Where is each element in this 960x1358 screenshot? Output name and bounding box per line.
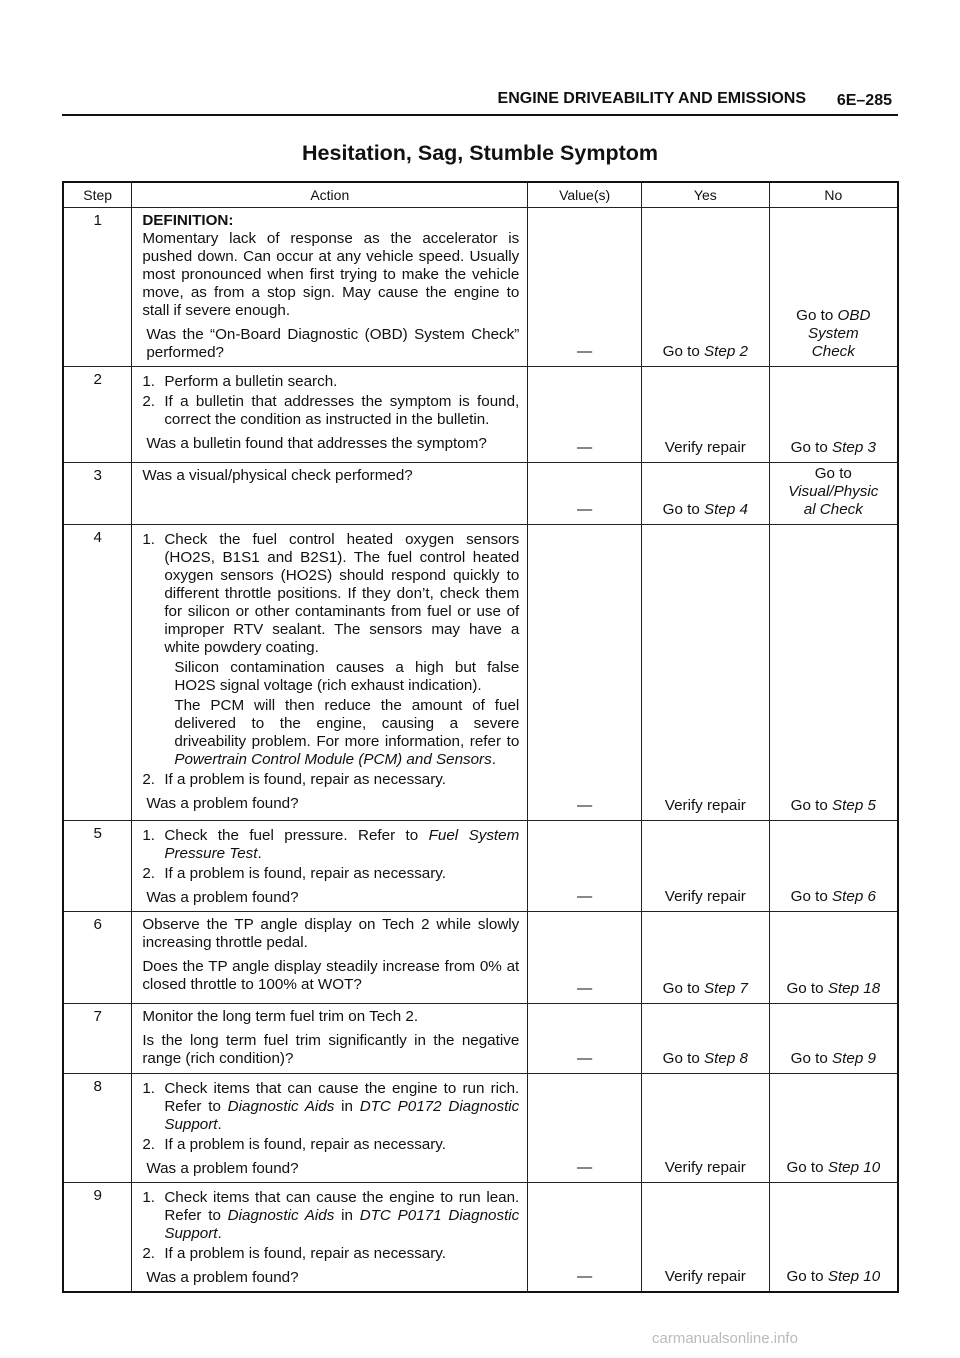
step-question: Was the “On-Board Diagnostic (OBD) System Check” performed? [146, 326, 520, 361]
col-no-header: No [769, 182, 898, 208]
step-question: Was a visual/physical check performed? [142, 467, 413, 484]
page-number: 6E–285 [836, 92, 892, 109]
step-link[interactable]: Step 2 [704, 343, 748, 360]
diagnostic-table [62, 181, 899, 1293]
table-row [63, 912, 898, 1004]
step-no: Go to Step 10 [769, 1074, 898, 1183]
table-row [63, 1004, 898, 1074]
step-yes: Go to Step 2 [642, 208, 770, 367]
note-text: Silicon contamination causes a high but false HO2S signal voltage (rich exhaust indication). [174, 659, 520, 694]
step-number: 4 [63, 525, 132, 821]
watermark-text: carmanualsonline.info [652, 1330, 798, 1347]
step-yes: Verify repair [642, 821, 770, 912]
step-no: Go to Visual/Physic al Check [769, 463, 898, 525]
step-action: 1. Check items that can cause the engine to run lean. Refer to Diagnostic Aids in DTC P0171 Diagnostic Support. 2. If a problem is found, repair as necessary. Was a problem found? [132, 1183, 528, 1293]
step-link[interactable]: Step 10 [827, 1159, 881, 1176]
step-text: Observe the TP angle display on Tech 2 while slowly increasing throttle pedal. [142, 916, 520, 951]
step-link[interactable]: Step 9 [832, 1050, 876, 1067]
step-question: Was a problem found? [146, 1269, 299, 1286]
step-question: Was a bulletin found that addresses the symptom? [146, 435, 487, 452]
page-title: Hesitation, Sag, Stumble Symptom [302, 141, 658, 165]
step-number: 6 [63, 912, 132, 1004]
step-value: — [528, 1183, 642, 1293]
step-yes: Verify repair [642, 367, 770, 463]
step-number: 1 [63, 208, 132, 367]
table-header-row [63, 182, 898, 208]
step-yes: Go to Step 4 [642, 463, 770, 525]
col-yes-header: Yes [642, 182, 770, 208]
step-value: — [528, 1074, 642, 1183]
step-action: 1. Check the fuel pressure. Refer to Fuel System Pressure Test. 2. If a problem is found, repair as necessary. Was a problem found? [132, 821, 528, 912]
step-no: Go to OBD System Check [769, 208, 898, 367]
step-no: Go to Step 6 [769, 821, 898, 912]
step-value: — [528, 1004, 642, 1074]
diagnostic-aids-link[interactable]: Diagnostic Aids [227, 1098, 335, 1115]
step-value: — [528, 821, 642, 912]
step-yes: Go to Step 8 [642, 1004, 770, 1074]
step-link[interactable]: Step 18 [827, 980, 881, 997]
step-question: Was a problem found? [146, 795, 299, 812]
step-question: Does the TP angle display steadily increase from 0% at closed throttle to 100% at WOT? [142, 958, 520, 993]
step-number: 7 [63, 1004, 132, 1074]
step-action: 1. Check the fuel control heated oxygen sensors (HO2S, B1S1 and B2S1). The fuel control heated oxygen sensors (HO2S) should respond quickly to different throttle positions. If they don’t, check them for silicon or other contaminants from fuel or use of improper RTV sealant. The sensors may have a white powdery coating. Silicon contamination causes a high but false HO2S signal voltage (rich exhaust indication). The PCM will then reduce the amount of fuel delivered to the engine, causing a severe driveability problem. For more information, refer to Powertrain Control Module (PCM) and Sensors. 2. If a problem is found, repair as necessary. Was a problem found? [132, 525, 528, 821]
step-value: — [528, 912, 642, 1004]
step-yes: Verify repair [642, 525, 770, 821]
step-value: — [528, 525, 642, 821]
section-title: ENGINE DRIVEABILITY AND EMISSIONS [497, 90, 806, 107]
col-action-header: Action [132, 182, 528, 208]
table-row [63, 463, 898, 525]
step-action [132, 463, 528, 525]
step-number: 5 [63, 821, 132, 912]
step-question: Was a problem found? [146, 1160, 299, 1177]
dtc-link[interactable]: DTC P0172 Diagnostic Support [164, 1098, 520, 1133]
step-number: 2 [63, 367, 132, 463]
table-row [63, 208, 898, 367]
step-number: 3 [63, 463, 132, 525]
step-link[interactable]: Step 6 [832, 888, 876, 905]
table-row [63, 367, 898, 463]
col-values-header: Value(s) [528, 182, 642, 208]
step-no: Go to Step 18 [769, 912, 898, 1004]
step-action [132, 1004, 528, 1074]
step-action: 1. Check items that can cause the engine to run rich. Refer to Diagnostic Aids in DTC P0172 Diagnostic Support. 2. If a problem is found, repair as necessary. Was a problem found? [132, 1074, 528, 1183]
step-text: Monitor the long term fuel trim on Tech 2. [142, 1008, 419, 1025]
definition-label: DEFINITION: [142, 212, 234, 229]
step-number: 9 [63, 1183, 132, 1293]
step-no: Go to Step 3 [769, 367, 898, 463]
step-question: Was a problem found? [146, 889, 299, 906]
pcm-link[interactable]: Powertrain Control Module (PCM) and Sensors [174, 751, 492, 768]
fuel-pressure-link[interactable]: Fuel System Pressure Test [164, 827, 520, 862]
step-no: Go to Step 9 [769, 1004, 898, 1074]
step-yes: Verify repair [642, 1074, 770, 1183]
step-question: Is the long term fuel trim significantly in the negative range (rich condition)? [142, 1032, 520, 1067]
step-no: Go to Step 5 [769, 525, 898, 821]
step-value: — [528, 367, 642, 463]
step-value: — [528, 463, 642, 525]
col-step-header: Step [63, 182, 132, 208]
table-row [63, 525, 898, 821]
step-action [132, 208, 528, 367]
diagnostic-aids-link[interactable]: Diagnostic Aids [227, 1207, 335, 1224]
step-no: Go to Step 10 [769, 1183, 898, 1293]
page-header [62, 86, 898, 116]
dtc-link[interactable]: DTC P0171 Diagnostic Support [164, 1207, 520, 1242]
step-value: — [528, 208, 642, 367]
visual-check-link[interactable]: Visual/Physic [788, 483, 879, 500]
definition-text: Momentary lack of response as the accelerator is pushed down. Can occur at any vehicle speed. Usually most pronounced when first trying to make the vehicle move, as from a stop sign. May cause the engine to stall if severe enough. [142, 230, 520, 319]
step-action: 1. Perform a bulletin search. 2. If a bulletin that addresses the symptom is found, correct the condition as instructed in the bulletin. Was a bulletin found that addresses the symptom? [132, 367, 528, 463]
step-link[interactable]: Step 3 [832, 439, 876, 456]
table-row [63, 821, 898, 912]
step-yes: Go to Step 7 [642, 912, 770, 1004]
step-link[interactable]: Step 7 [704, 980, 748, 997]
step-link[interactable]: Step 10 [827, 1268, 881, 1285]
table-row [63, 1074, 898, 1183]
obd-check-link[interactable]: OBD [837, 307, 871, 324]
step-link[interactable]: Step 4 [704, 501, 748, 518]
step-link[interactable]: Step 5 [832, 797, 876, 814]
note-text: The PCM will then reduce the amount of fuel delivered to the engine, causing a severe driveability problem. For more information, refer to Powertrain Control Module (PCM) and Sensors. [174, 697, 520, 768]
table-row [63, 1183, 898, 1293]
step-number: 8 [63, 1074, 132, 1183]
step-yes: Verify repair [642, 1183, 770, 1293]
step-link[interactable]: Step 8 [704, 1050, 748, 1067]
step-action [132, 912, 528, 1004]
